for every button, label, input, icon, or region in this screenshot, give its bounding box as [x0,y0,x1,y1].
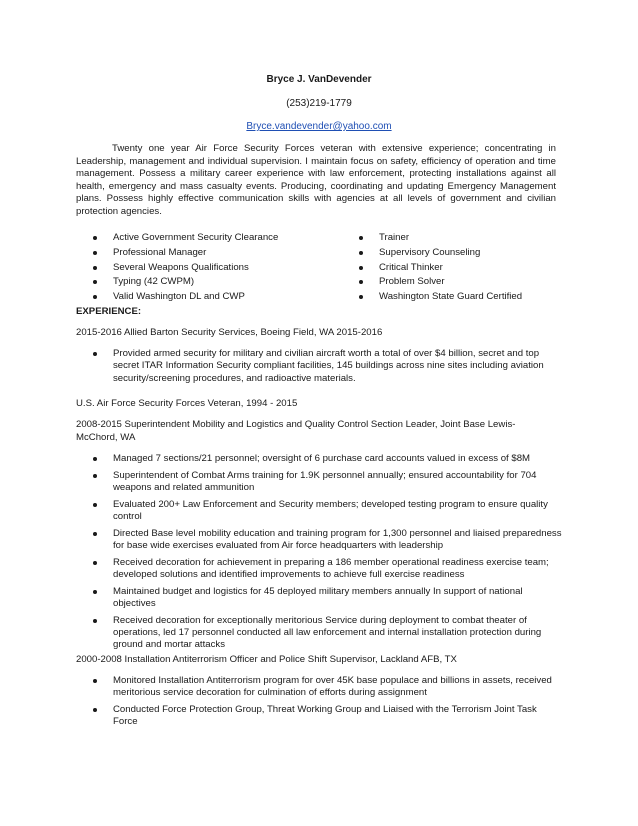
skill-item [359,261,522,276]
skill-label: Trainer [379,232,410,243]
bullet-icon [359,295,363,299]
job2-bullets [93,453,563,656]
list-item [93,586,563,611]
skill-label: Active Government Security Clearance [113,232,279,243]
skill-item [93,275,278,290]
bullet-text: Received decoration for achievement in preparing a 186 member operational readiness exercise team; developed solutions and identified improvements to achieve full exercise readiness [113,556,549,580]
skill-label: Supervisory Counseling [379,246,481,258]
bullet-icon [93,561,97,565]
bullet-icon [359,251,363,255]
bullet-icon [93,295,97,299]
skill-label: Several Weapons Qualifications [113,261,249,273]
skills-list-left [93,231,278,305]
job1-bullets [93,348,563,389]
job-title: 2000-2008 Installation Antiterrorism Officer and Police Shift Supervisor, Lackland AFB, TX [76,654,457,665]
skill-item [359,231,522,246]
summary-paragraph: Twenty one year Air Force Security Forces veteran with extensive experience; concentrating in Leadership, management and individual supervision. I maintain focus on safety, efficiency of operation and time management. Possess a military career experience with law enforcement, protecting installations against all health, emergency and mass casualty events. Producing, coordinating and updating Emergency Management plans. Possess highly effective communication skills with agencies at all levels of government and civilian protection agencies. [76,143,556,217]
skills-list-right [359,231,522,305]
bullet-text: Managed 7 sections/21 personnel; oversight of 6 purchase card accounts valued in excess of $8M [113,453,531,464]
bullet-text: Conducted Force Protection Group, Threat Working Group and Liaised with the Terrorism Joint Task Force [113,704,537,728]
bullet-icon [93,266,97,270]
bullet-text: Monitored Installation Antiterrorism program for over 45K base populace and billions in assets, received meritorious service decoration for culmination of efforts during assignment [113,675,552,699]
phone-number: (253)219-1779 [286,98,352,109]
job3-bullets [93,675,563,733]
experience-heading: EXPERIENCE: [76,306,142,317]
list-item [93,499,563,524]
bullet-icon [93,503,97,507]
skill-item [359,275,522,290]
list-item [93,453,563,465]
bullet-icon [93,708,97,712]
bullet-icon [93,236,97,240]
bullet-icon [93,457,97,461]
email-link[interactable]: Bryce.vandevender@yahoo.com [246,121,392,132]
bullet-icon [93,619,97,623]
veteran-line: U.S. Air Force Security Forces Veteran, 1994 - 2015 [76,398,298,409]
skill-item [93,246,278,261]
job-title: 2015-2016 Allied Barton Security Services, Boeing Field, WA 2015-2016 [76,327,383,338]
bullet-icon [93,352,97,356]
skill-item [93,231,278,246]
skill-label: Valid Washington DL and CWP [113,291,245,303]
job-title: 2008-2015 Superintendent Mobility and Logistics and Quality Control Section Leader, Joint Base Lewis-McChord, WA [76,419,516,443]
list-item [93,557,563,582]
skill-label: Typing (42 CWPM) [113,276,195,288]
bullet-text: Evaluated 200+ Law Enforcement and Security members; developed testing program to ensure quality control [113,498,548,522]
list-item [93,704,563,729]
bullet-icon [359,236,363,240]
skill-item [359,246,522,261]
bullet-icon [359,280,363,284]
skill-item [93,261,278,276]
list-item [93,528,563,553]
bullet-icon [359,266,363,270]
skill-item [93,290,278,305]
bullet-icon [93,280,97,284]
list-item [93,470,563,495]
skill-label: Professional Manager [113,246,207,258]
bullet-text: Received decoration for exceptionally meritorious Service during deployment to combat theater of operations, led 17 personnel conducted all law enforcement and internal installation protection during ground and mortar attacks [113,614,542,651]
skill-label: Problem Solver [379,276,445,288]
skill-label: Critical Thinker [379,261,443,273]
skill-label: Washington State Guard Certified [379,291,523,303]
bullet-text: Directed Base level mobility education and training program for 1,300 personnel and liaised preparedness for base wide exercises evaluated from Air force headquarters with leadership [113,527,562,551]
bullet-icon [93,474,97,478]
list-item [93,348,563,385]
list-item [93,615,563,652]
bullet-text: Maintained budget and logistics for 45 deployed military members annually In support of national objectives [113,585,523,609]
bullet-icon [93,532,97,536]
bullet-text: Superintendent of Combat Arms training for 1.9K personnel annually; ensured accountability for 704 weapons and related ammunition [113,469,537,493]
skill-item [359,290,522,305]
bullet-icon [93,679,97,683]
bullet-icon [93,251,97,255]
bullet-text: Provided armed security for military and civilian aircraft worth a total of over $4 billion, secret and top secret ITAR Information Security compliant facilities, 145 buildings across nine sites including aviation security/screening procedures, and radioactive materials. [113,348,544,384]
candidate-name: Bryce J. VanDevender [266,74,372,85]
list-item [93,675,563,700]
bullet-icon [93,590,97,594]
